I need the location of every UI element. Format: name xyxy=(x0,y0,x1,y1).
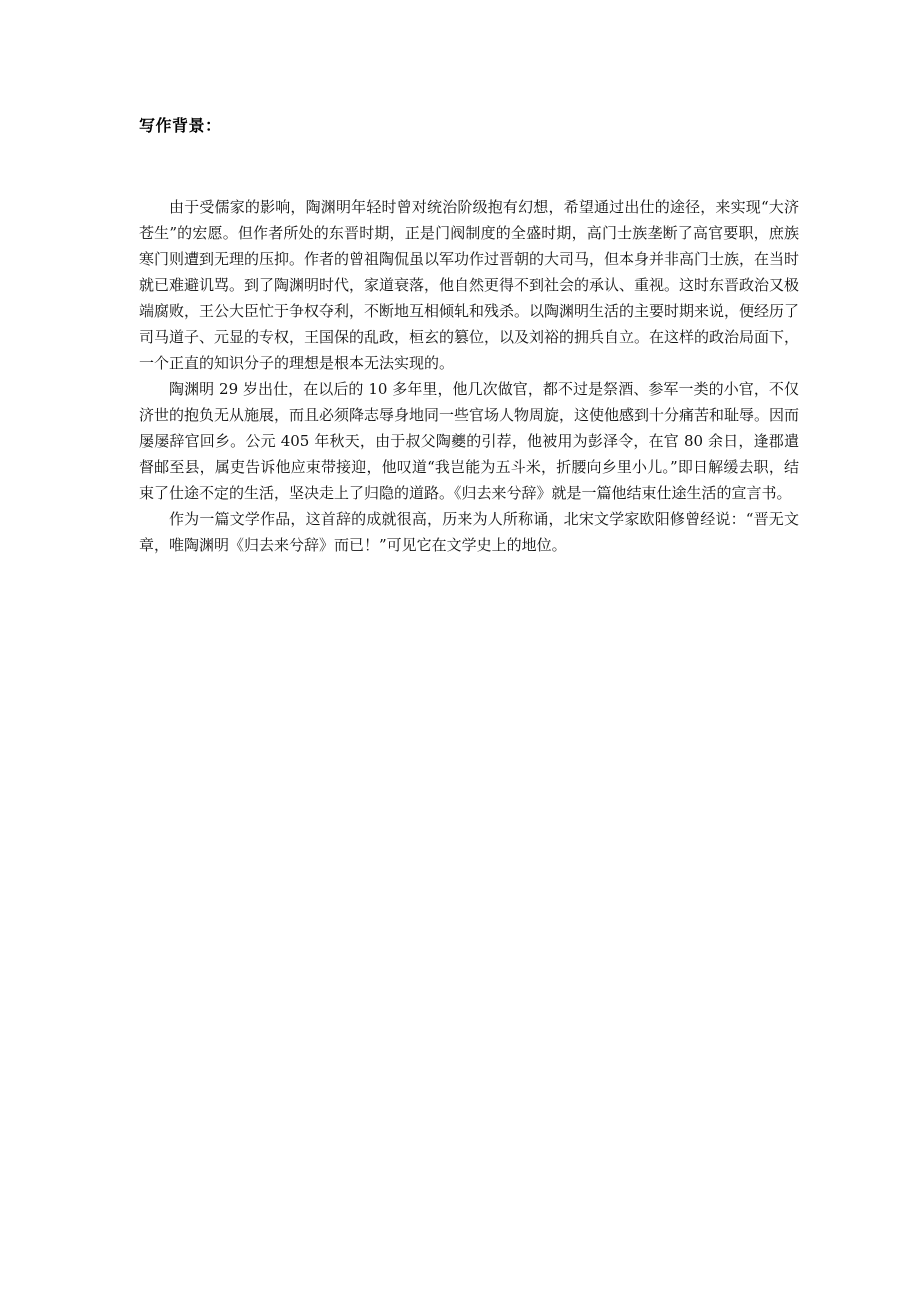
paragraph: 作为一篇文学作品，这首辞的成就很高，历来为人所称诵，北宋文学家欧阳修曾经说：“晋无文章，唯陶渊明《归去来兮辞》而已！”可见它在文学史上的地位。 xyxy=(139,510,799,554)
paragraph: 陶渊明 29 岁出仕，在以后的 10 多年里，他几次做官，都不过是祭酒、参军一类的小官，不仅济世的抱负无从施展，而且必须降志辱身地同一些官场人物周旋，这使他感到十分痛苦和耻辱。因而屡屡辞官回乡。公元 405 年秋天，由于叔父陶夔的引荐，他被用为彭泽令，在官 80 余日，逢郡遣督邮至县，属吏告诉他应束带接迎，他叹道“我岂能为五斗米，折腰向乡里小儿。”即日解缓去职，结束了仕途不定的生活，坚决走上了归隐的道路。《归去来兮辞》就是一篇他结束仕途生活的宣言书。 xyxy=(139,380,800,502)
section-heading: 写作背景： xyxy=(139,116,222,135)
paragraph: 由于受儒家的影响，陶渊明年轻时曾对统治阶级抱有幻想，希望通过出仕的途径，来实现“大济苍生”的宏愿。但作者所处的东晋时期，正是门阀制度的全盛时期，高门士族垄断了高官要职，庶族寒门则遭到无理的压抑。作者的曾祖陶侃虽以军功作过晋朝的大司马，但本身并非高门士族，在当时就已难避讥骂。到了陶渊明时代，家道衰落，他自然更得不到社会的承认、重视。这时东晋政治又极端腐败，王公大臣忙于争权夺利，不断地互相倾轧和残杀。以陶渊明生活的主要时期来说，便经历了司马道子、元显的专权，王国保的乱政，桓玄的篡位，以及刘裕的拥兵自立。在这样的政治局面下，一个正直的知识分子的理想是根本无法实现的。 xyxy=(139,198,800,372)
body-text xyxy=(139,194,799,558)
